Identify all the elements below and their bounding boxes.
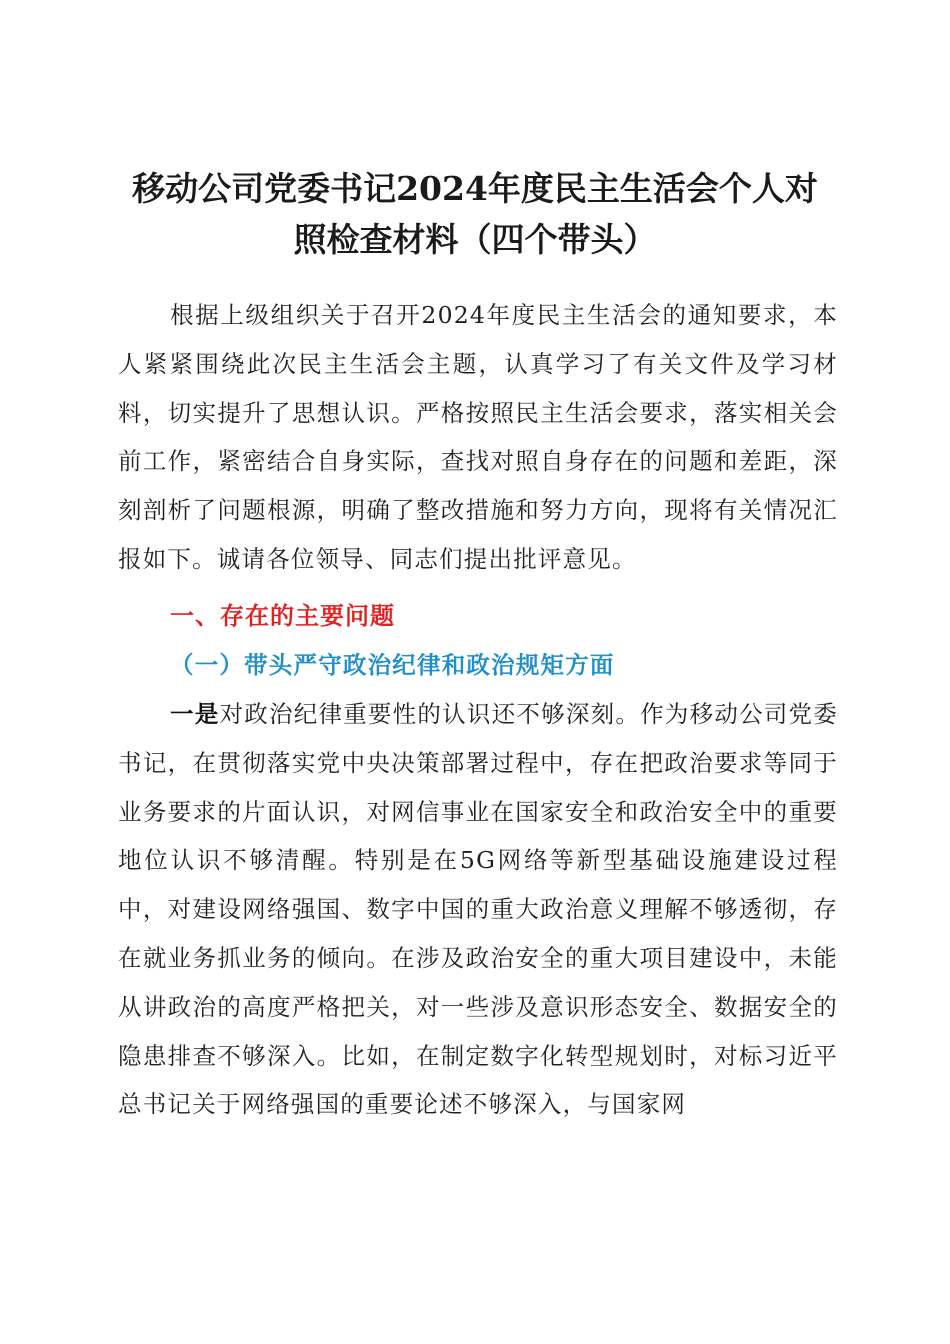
intro-paragraph: 根据上级组织关于召开2024年度民主生活会的通知要求，本人紧紧围绕此次民主生活会主题，认真学习了有关文件及学习材料，切实提升了思想认识。严格按照民主生活会要求，落实相关会前工作，紧密结合自身实际，查找对照自身存在的问题和差距，深刻剖析了问题根源，明确了整改措施和努力方向，现将有关情况汇报如下。诚请各位领导、同志们提出批评意见。 <box>118 301 838 573</box>
subsection-heading: （一）带头严守政治纪律和政治规矩方面 <box>170 651 615 679</box>
section-heading: 一、存在的主要问题 <box>170 602 395 630</box>
point-paragraph <box>118 690 838 1129</box>
point-lead: 一是 <box>170 700 220 728</box>
document-title-line-2: 照检查材料（四个带头） <box>293 220 657 259</box>
document-title-line-1: 移动公司党委书记2024年度民主生活会个人对 <box>132 169 818 208</box>
point-text: 对政治纪律重要性的认识还不够深刻。作为移动公司党委书记，在贯彻落实党中央决策部署过程中，存在把政治要求等同于业务要求的片面认识，对网信事业在国家安全和政治安全中的重要地位认识不够清醒。特别是在5G网络等新型基础设施建设过程中，对建设网络强国、数字中国的重大政治意义理解不够透彻，存在就业务抓业务的倾向。在涉及政治安全的重大项目建设中，未能从讲政治的高度严格把关，对一些涉及意识形态安全、数据安全的隐患排查不够深入。比如，在制定数字化转型规划时，对标习近平总书记关于网络强国的重要论述不够深入，与国家网 <box>118 700 838 1119</box>
